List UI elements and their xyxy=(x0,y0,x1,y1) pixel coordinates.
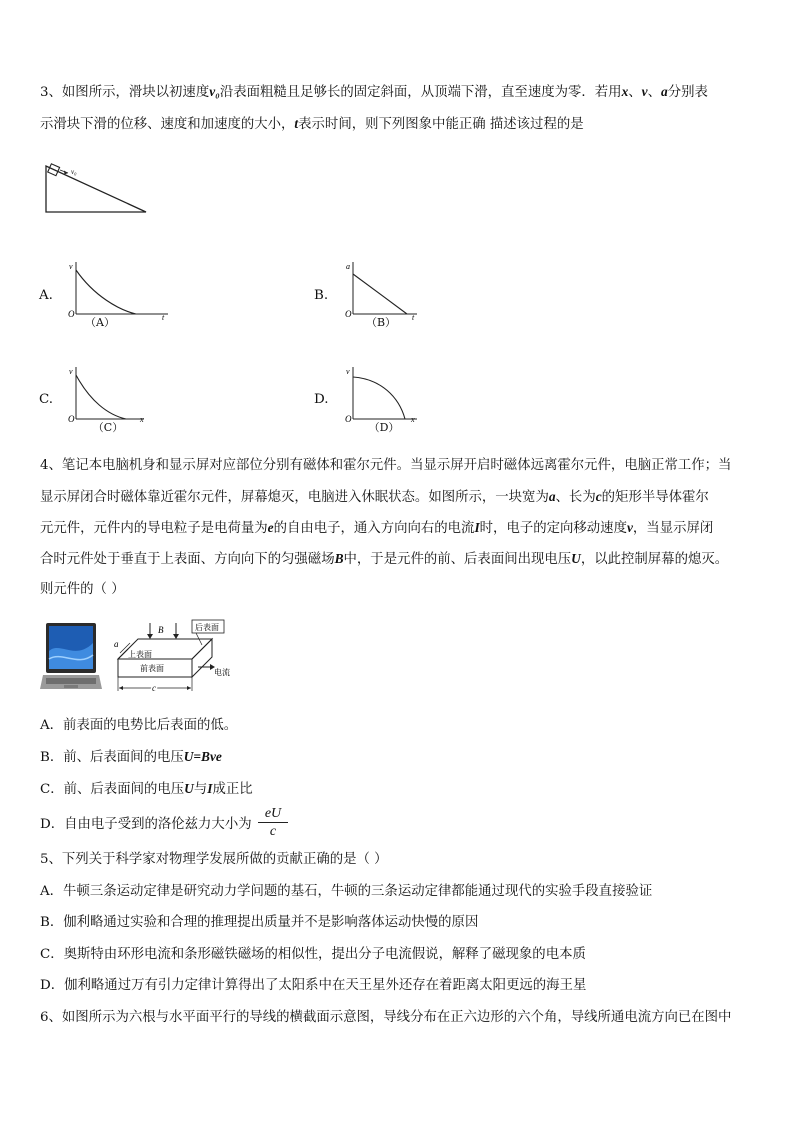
q3-option-d-letter: D. xyxy=(314,392,329,407)
graph-a-x-label: t xyxy=(162,313,165,320)
q4-stem-line1: 4、笔记本电脑机身和显示屏对应部位分别有磁体和霍尔元件。当显示屏开启时磁体远离霍尔元件，电脑正常工作；当 xyxy=(40,458,732,473)
graph-c-y-label: v xyxy=(69,367,73,376)
q4-option-d: D．自由电子受到的洛伦兹力大小为 xyxy=(40,817,252,832)
q3-option-c-graph xyxy=(64,363,154,425)
q5-option-b: B．伽利略通过实验和合理的推理提出质量并不是影响落体运动快慢的原因 xyxy=(40,915,479,930)
graph-c-x-label: x xyxy=(140,415,144,424)
var-v: v xyxy=(641,84,648,99)
diagram-label-B: B xyxy=(158,625,164,635)
q3-option-a-graph xyxy=(64,258,174,320)
q3-option-b-letter: B. xyxy=(314,288,329,303)
q3-stem-line1: 3、如图所示，滑块以初速度v₀沿表面粗糙且足够长的固定斜面，从顶端下滑，直至速度为零．若用x、v、a分别表 xyxy=(40,84,708,100)
q4-stem-line4: 合时元件处于垂直于上表面、方向向下的匀强磁场B中，于是元件的前、后表面间出现电压U，以此控制屏幕的熄灭。 xyxy=(40,551,729,567)
diagram-label-a: a xyxy=(114,639,119,649)
graph-a-origin: O xyxy=(68,309,75,319)
fraction-numerator: eU xyxy=(258,805,288,823)
graph-c-origin: O xyxy=(68,414,75,424)
q3-option-d-graph xyxy=(341,363,421,425)
diagram-label-front: 前表面 xyxy=(140,664,164,673)
graph-d-origin: O xyxy=(345,414,352,424)
graph-a-y-label: v xyxy=(69,262,73,271)
incline-v0-label: v₀ xyxy=(71,168,77,176)
var-a: a xyxy=(661,84,668,99)
q3-option-d-caption: （D） xyxy=(368,421,400,434)
diagram-label-c: c xyxy=(152,683,156,693)
var-t: t xyxy=(294,116,299,131)
var-v0: v₀ xyxy=(209,84,220,99)
q3-option-a-caption: （A） xyxy=(85,316,115,329)
q3-option-b-caption: （B） xyxy=(365,316,397,329)
q4-stem-line5: 则元件的（ ） xyxy=(40,582,125,597)
graph-d-y-label: v xyxy=(346,367,350,376)
diagram-label-current: 电流 xyxy=(214,668,230,677)
q5-option-a: A．牛顿三条运动定律是研究动力学问题的基石，牛顿的三条运动定律都能通过现代的实验手段直接验证 xyxy=(40,884,653,899)
incline-diagram xyxy=(40,160,152,216)
graph-b-y-label: a xyxy=(346,262,350,271)
q3-option-b-graph xyxy=(341,258,421,320)
q5-option-c: C．奥斯特由环形电流和条形磁铁磁场的相似性，提出分子电流假说，解释了磁现象的电本质 xyxy=(40,947,586,962)
q3-option-c-caption: （C） xyxy=(92,421,124,434)
q6-stem: 6、如图所示为六根与水平面平行的导线的横截面示意图，导线分布在正六边形的六个角，导线所通电流方向已在图中 xyxy=(40,1010,732,1025)
q4-option-a: A．前表面的电势比后表面的低。 xyxy=(40,718,238,733)
diagram-label-top: 上表面 xyxy=(128,650,152,659)
q4-option-b: B．前、后表面间的电压U=Bve xyxy=(40,749,222,765)
var-x: x xyxy=(621,84,629,99)
q5-option-d: D．伽利略通过万有引力定律计算得出了太阳系中在天王星外还存在着距离太阳更远的海王星 xyxy=(40,978,587,993)
fraction-denominator: c xyxy=(269,824,277,839)
graph-b-x-label: t xyxy=(412,313,415,320)
q4-stem-line3: 元元件，元件内的导电粒子是电荷量为e的自由电子，通入方向向右的电流I时，电子的定向移动速度v，当显示屏闭 xyxy=(40,520,714,536)
hall-element-diagram xyxy=(112,617,237,695)
q4-option-d-fraction xyxy=(258,805,288,840)
graph-d-x-label: x xyxy=(411,415,415,424)
q3-stem-line2: 示滑块下滑的位移、速度和加速度的大小，t表示时间，则下列图象中能正确 描述该过程的是 xyxy=(40,116,584,132)
laptop-illustration xyxy=(40,621,102,693)
q4-option-c: C．前、后表面间的电压U与I成正比 xyxy=(40,781,253,797)
graph-b-origin: O xyxy=(345,309,352,319)
q5-stem: 5、下列关于科学家对物理学发展所做的贡献正确的是（ ） xyxy=(40,852,388,867)
q3-option-c-letter: C. xyxy=(39,392,54,407)
q3-option-a-letter: A. xyxy=(39,288,53,303)
diagram-label-back: 后表面 xyxy=(195,623,219,632)
q4-stem-line2: 显示屏闭合时磁体靠近霍尔元件，屏幕熄灭，电脑进入休眠状态。如图所示，一块宽为a、长为c的矩形半导体霍尔 xyxy=(40,489,709,505)
